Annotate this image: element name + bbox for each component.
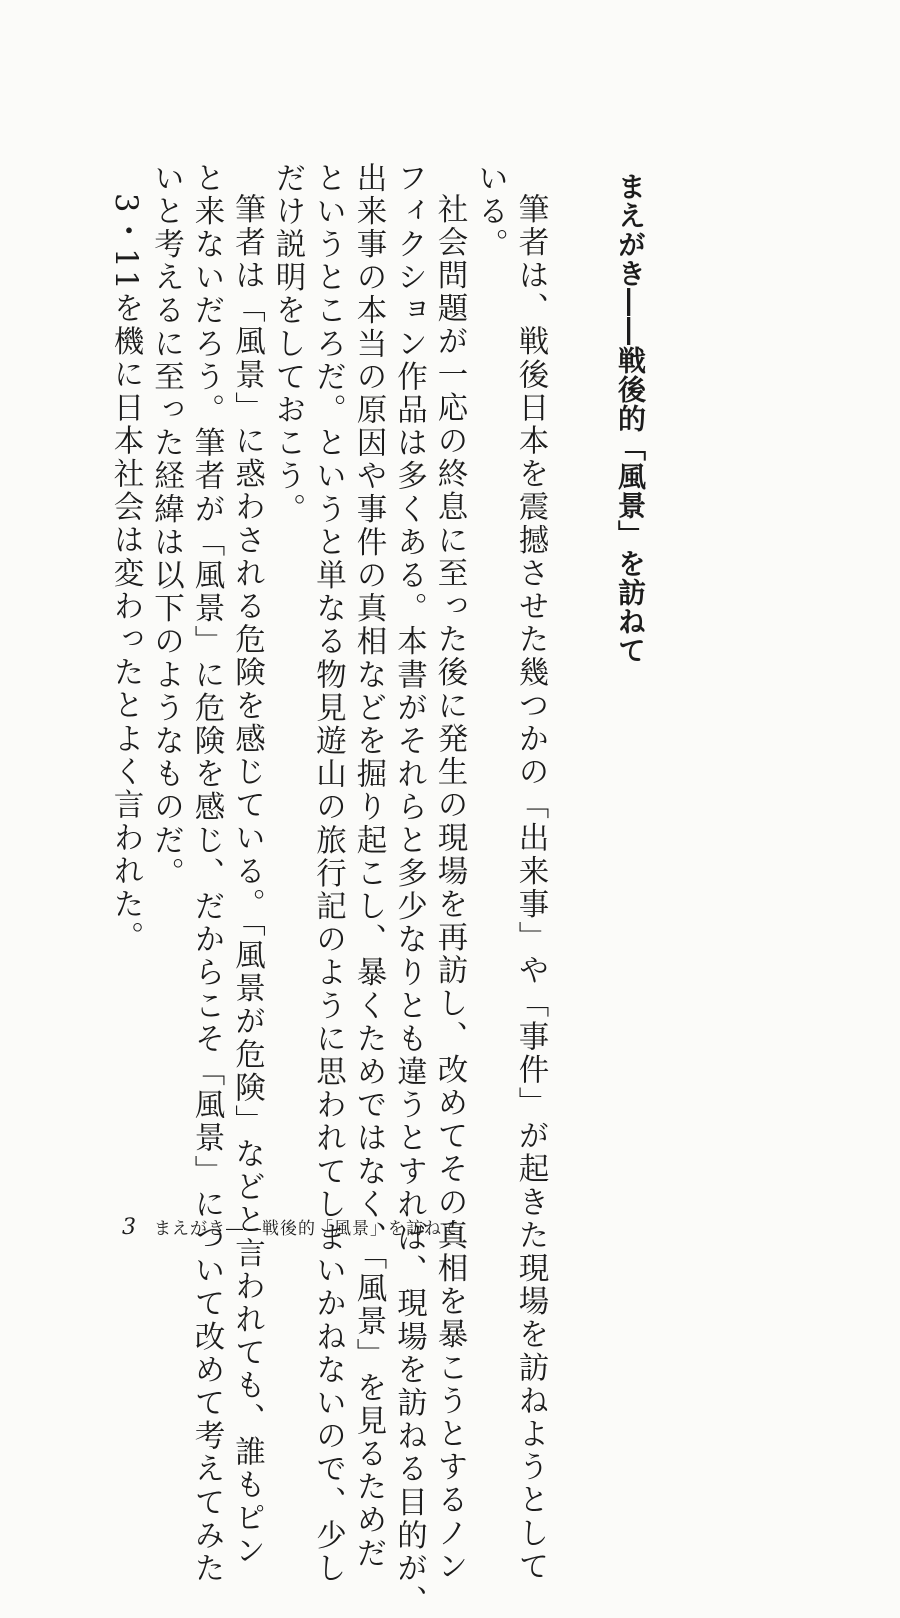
- chapter-title: まえがき――戦後的「風景」を訪ねて: [614, 172, 647, 665]
- body-line: 筆者は「風景」に惑わされる危険を感じている。「風景が危険」などと言われても、誰もピン: [229, 193, 265, 1568]
- running-head: まえがき――戦後的「風景」を訪ねて: [154, 1219, 460, 1239]
- body-line: 社会問題が一応の終息に至った後に発生の現場を再訪し、改めてその真相を暴こうとするノン: [432, 193, 467, 1584]
- page-number: 3: [122, 1215, 136, 1240]
- body-line: と来ないだろう。筆者が「風景」に危険を感じ、だからこそ「風景」について改めて考えてみた: [189, 162, 224, 1586]
- page-footer: [122, 1214, 460, 1254]
- body-line: というところだ。というと単なる物見遊山の旅行記のように思われてしまいかねないので、少し: [310, 162, 346, 1586]
- body-line: いる。: [472, 162, 508, 262]
- body-line: 筆者は、戦後日本を震撼させた幾つかの「出来事」や「事件」が起きた現場を訪ねようとして: [513, 193, 548, 1584]
- body-line: いと考えるに至った経緯は以下のようなものだ。: [148, 162, 184, 891]
- body-line: 3・11を機に日本社会は変わったとよく言われた。: [108, 193, 143, 955]
- body-line: 出来事の本当の原因や事件の真相などを掘り起こし、暴くためではなく、「風景」を見るためだ: [351, 162, 386, 1571]
- body-line: フィクション作品は多くある。本書がそれらと多少なりとも違うとすれば、現場を訪ねる目的が、: [391, 162, 427, 1618]
- body-line: だけ説明をしておこう。: [270, 162, 305, 527]
